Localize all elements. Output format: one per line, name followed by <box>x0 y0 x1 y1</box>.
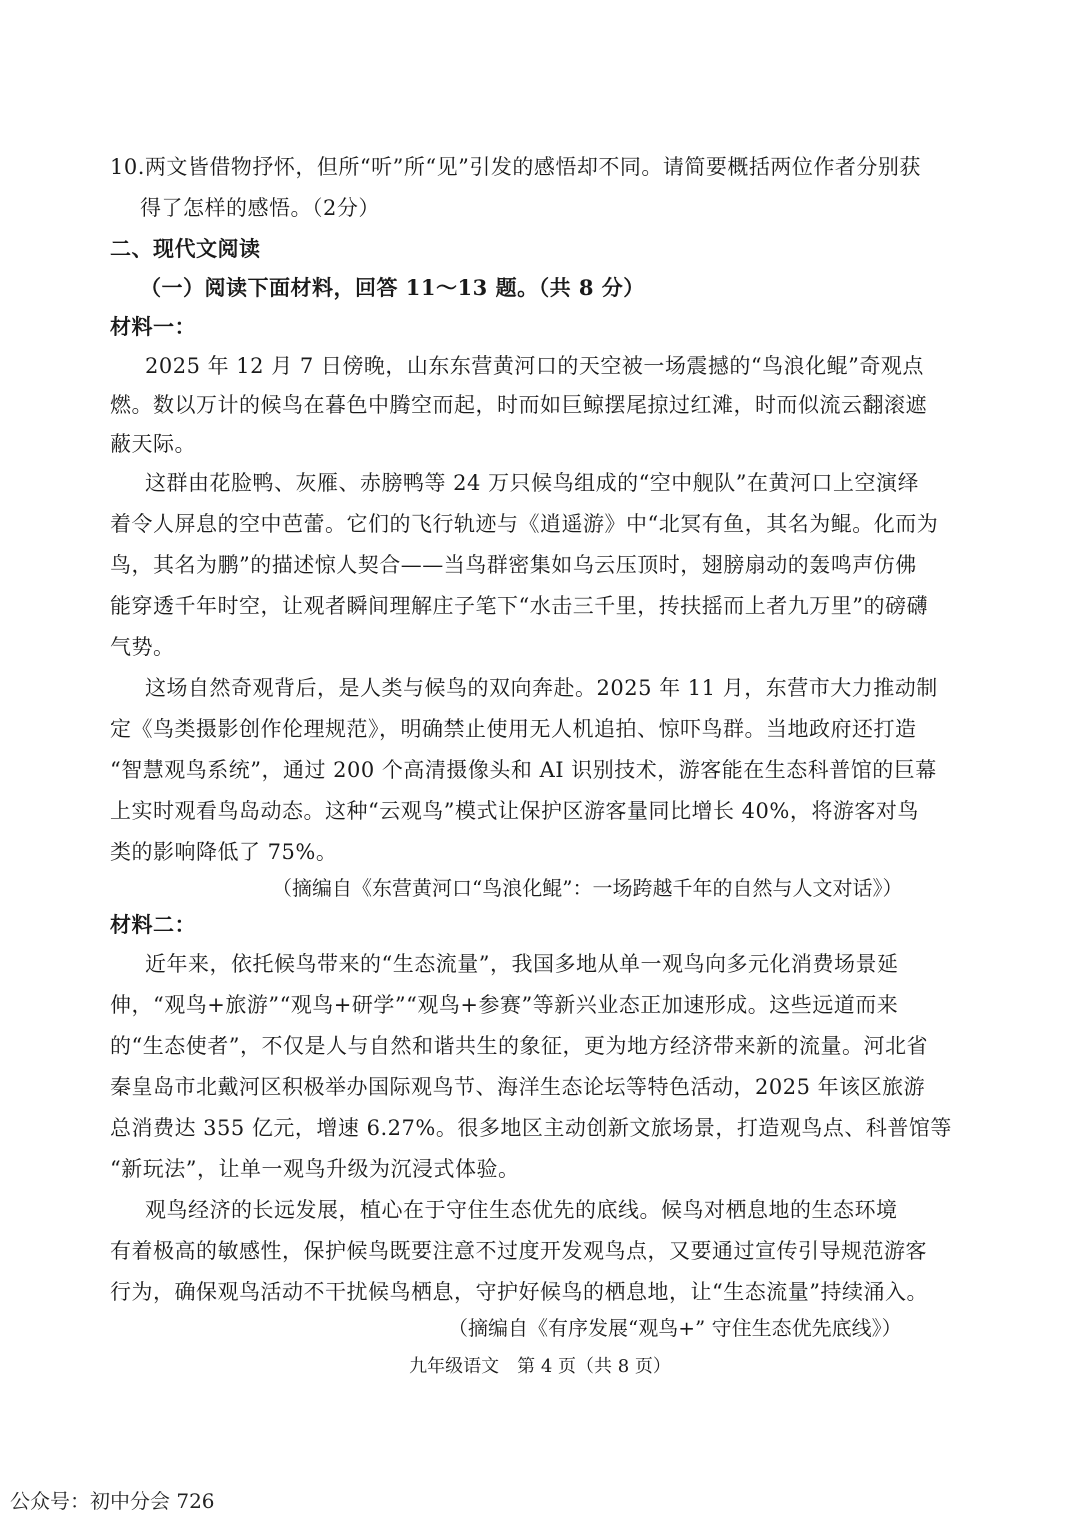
paragraph-line: 气势。 <box>110 635 175 659</box>
paragraph-line: 着令人屏息的空中芭蕾。它们的飞行轨迹与《逍遥游》中“北冥有鱼，其名为鲲。化而为 <box>110 512 939 536</box>
section-subheading: （一）阅读下面材料，回答 11～13 题。（共 8 分） <box>140 275 645 300</box>
material-2-source: （摘编自《有序发展“观鸟+” 守住生态优先底线》） <box>448 1316 902 1340</box>
paragraph-line: 定《鸟类摄影创作伦理规范》，明确禁止使用无人机追拍、惊吓鸟群。当地政府还打造 <box>110 717 917 741</box>
paragraph-line: 近年来，依托候鸟带来的“生态流量”，我国多地从单一观鸟向多元化消费场景延 <box>145 952 899 976</box>
paragraph-line: 总消费达 355 亿元，增速 6.27%。很多地区主动创新文旅场景，打造观鸟点、科普馆等 <box>110 1116 952 1140</box>
paragraph-line: 蔽天际。 <box>110 432 196 456</box>
paragraph-line: 这群由花脸鸭、灰雁、赤膀鸭等 24 万只候鸟组成的“空中舰队”在黄河口上空演绎 <box>145 471 920 495</box>
paragraph-line: 鸟，其名为鹏”的描述惊人契合——当鸟群密集如乌云压顶时，翅膀扇动的轰鸣声仿佛 <box>110 553 917 577</box>
page-footer: 九年级语文 第 4 页（共 8 页） <box>409 1356 671 1377</box>
paragraph-line: 上实时观看鸟岛动态。这种“云观鸟”模式让保护区游客量同比增长 40%，将游客对鸟 <box>110 799 919 823</box>
material-1-source: （摘编自《东营黄河口“鸟浪化鲲”：一场跨越千年的自然与人文对话》） <box>272 876 903 900</box>
paragraph-line: “智慧观鸟系统”，通过 200 个高清摄像头和 AI 识别技术，游客能在生态科普馆的巨幕 <box>110 758 937 782</box>
paragraph-line: 这场自然奇观背后，是人类与候鸟的双向奔赴。2025 年 11 月，东营市大力推动制 <box>145 676 938 700</box>
paragraph-line: 行为，确保观鸟活动不干扰候鸟栖息，守护好候鸟的栖息地，让“生态流量”持续涌入。 <box>110 1280 928 1304</box>
paragraph-line: 观鸟经济的长远发展，植心在于守住生态优先的底线。候鸟对栖息地的生态环境 <box>145 1198 898 1222</box>
paragraph-line: 有着极高的敏感性，保护候鸟既要注意不过度开发观鸟点，又要通过宣传引导规范游客 <box>110 1239 927 1263</box>
paragraph-line: 能穿透千年时空，让观者瞬间理解庄子笔下“水击三千里，抟扶摇而上者九万里”的磅礴 <box>110 594 928 618</box>
question-10-line-2: 得了怎样的感悟。（2分） <box>140 196 380 220</box>
paragraph-line: 的“生态使者”，不仅是人与自然和谐共生的象征，更为地方经济带来新的流量。河北省 <box>110 1034 928 1058</box>
paragraph-line: 伸，“观鸟+旅游”“观鸟+研学”“观鸟+参赛”等新兴业态正加速形成。这些远道而来 <box>110 993 899 1017</box>
watermark-text: 公众号：初中分会 726 <box>10 1489 215 1513</box>
material-1-label: 材料一： <box>110 314 196 339</box>
paragraph-line: 秦皇岛市北戴河区积极举办国际观鸟节、海洋生态论坛等特色活动，2025 年该区旅游 <box>110 1075 926 1099</box>
material-2-label: 材料二： <box>110 912 196 937</box>
paragraph-line: 燃。数以万计的候鸟在暮色中腾空而起，时而如巨鲸摆尾掠过红滩，时而似流云翻滚遮 <box>110 393 927 417</box>
section-heading: 二、现代文阅读 <box>110 236 261 261</box>
paragraph-line: “新玩法”，让单一观鸟升级为沉浸式体验。 <box>110 1157 520 1181</box>
paragraph-line: 类的影响降低了 75%。 <box>110 840 338 864</box>
paragraph-line: 2025 年 12 月 7 日傍晚，山东东营黄河口的天空被一场震撼的“鸟浪化鲲”奇观点 <box>145 354 924 378</box>
question-10-line-1: 10.两文皆借物抒怀，但所“听”所“见”引发的感悟却不同。请简要概括两位作者分别获 <box>110 155 921 179</box>
